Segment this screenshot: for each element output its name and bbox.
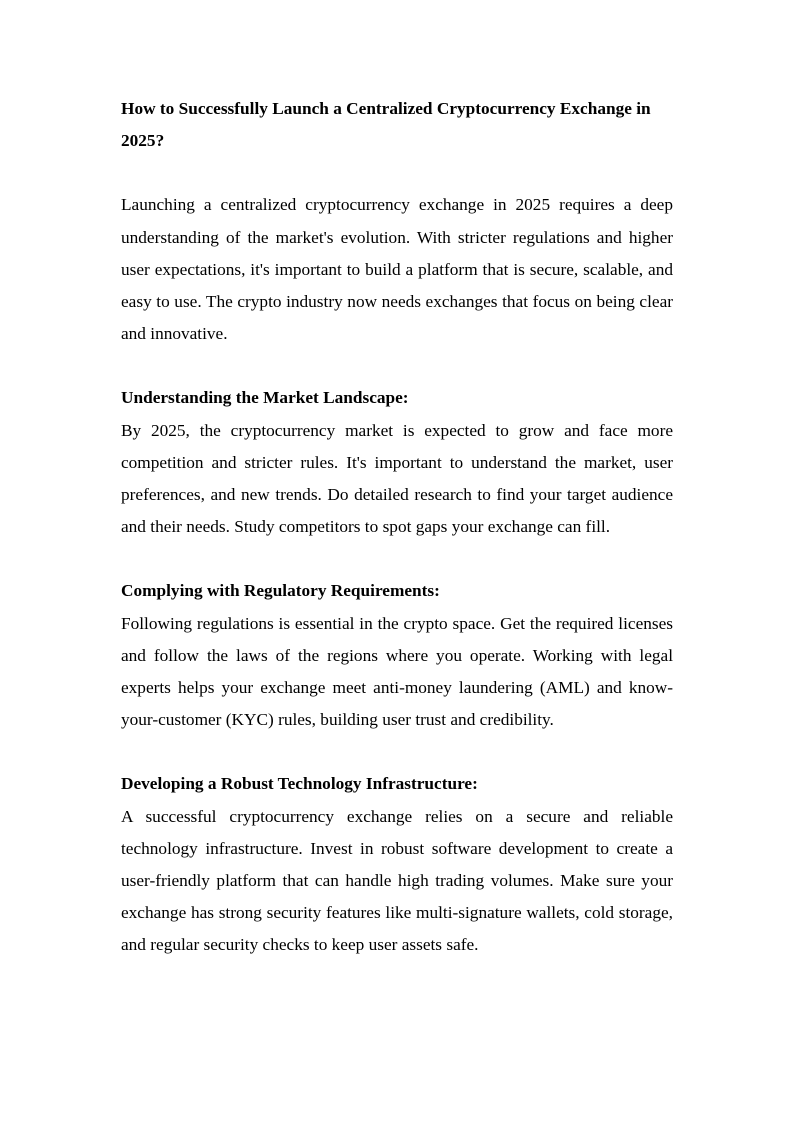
section-heading: Complying with Regulatory Requirements:	[121, 581, 440, 601]
document-title: How to Successfully Launch a Centralized Cryptocurrency Exchange in 2025?	[121, 99, 651, 151]
section-paragraph: By 2025, the cryptocurrency market is expected to grow and face more competition and stricter rules. It's important to understand the market, user preferences, and new trends. Do detailed research to find your target audience and their needs. Study competitors to spot gaps your exchange can fill.	[121, 420, 673, 537]
intro-paragraph: Launching a centralized cryptocurrency exchange in 2025 requires a deep understanding of the market's evolution. With stricter regulations and higher user expectations, it's important to build a platform that is secure, scalable, and easy to use. The crypto industry now needs exchanges that focus on being clear and innovative.	[121, 195, 673, 344]
section-heading: Developing a Robust Technology Infrastructure:	[121, 774, 478, 794]
section-market-landscape	[121, 382, 673, 543]
document-page	[121, 93, 673, 994]
section-paragraph: A successful cryptocurrency exchange relies on a secure and reliable technology infrastructure. Invest in robust software development to create a user-friendly platform that can handle high trading volumes. Make sure your exchange has strong security features like multi-signature wallets, cold storage, and regular security checks to keep user assets safe.	[121, 806, 673, 955]
section-paragraph: Following regulations is essential in the crypto space. Get the required licenses and follow the laws of the regions where you operate. Working with legal experts helps your exchange meet anti-money laundering (AML) and know-your-customer (KYC) rules, building user trust and credibility.	[121, 613, 673, 730]
section-technology-infrastructure	[121, 768, 673, 961]
section-regulatory-requirements	[121, 575, 673, 736]
section-heading: Understanding the Market Landscape:	[121, 388, 409, 408]
